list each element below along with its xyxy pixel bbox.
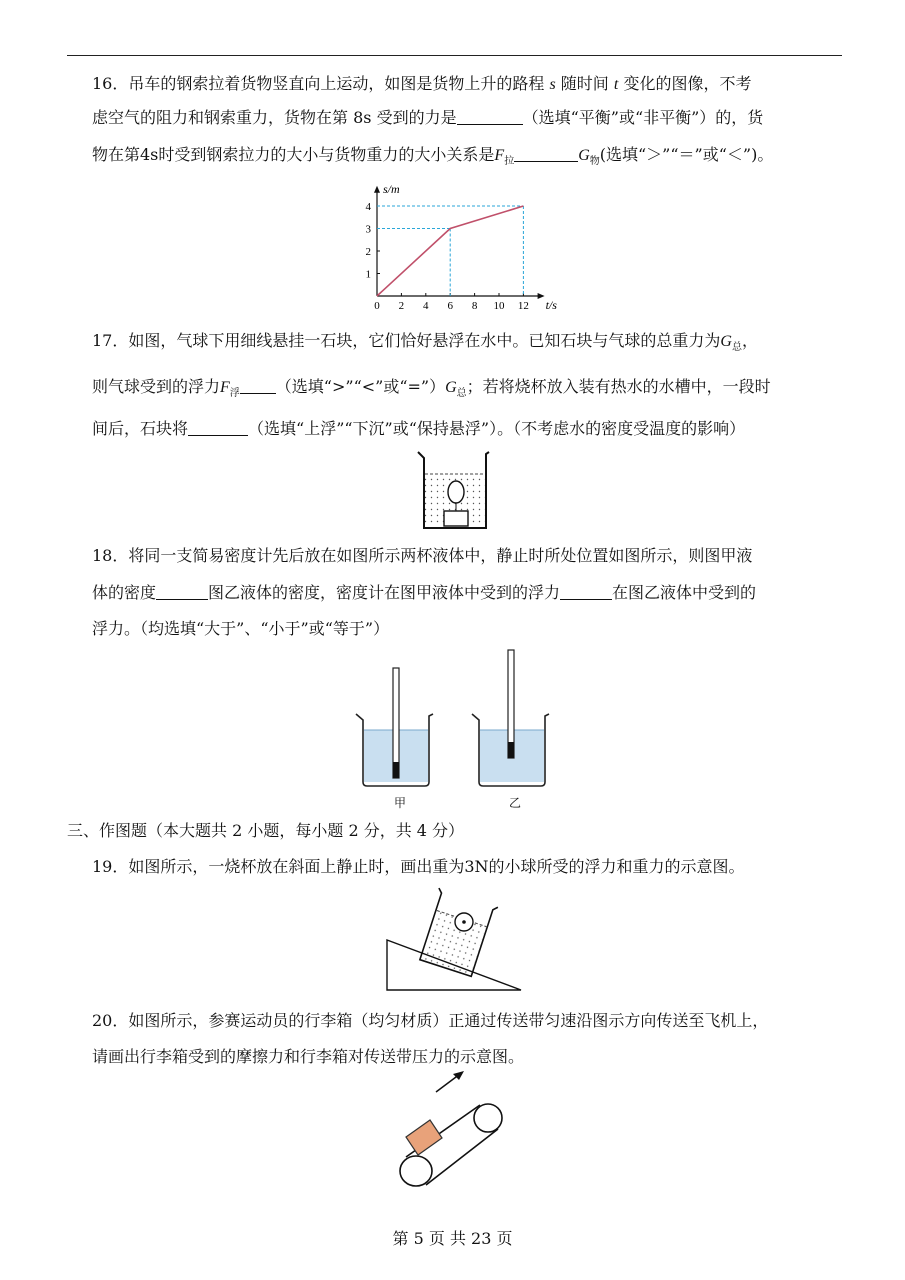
q16-line3: 物在第4s时受到钢索拉力的大小与货物重力的大小关系是$F_拉$ $G_物$(选填“＞”“＝”或“＜”)。 xyxy=(92,145,774,168)
q16-line1: 16．吊车的钢索拉着货物竖直向上运动，如图是货物上升的路程 s 随时间 t 变化的图像，不考 xyxy=(92,74,752,93)
y-tick-label: 1 xyxy=(365,268,371,281)
lower-roller xyxy=(400,1156,432,1186)
y-tick-label: 4 xyxy=(365,201,371,213)
label-jia: 甲 xyxy=(394,796,407,810)
q18-line1: 18．将同一支简易密度计先后放在如图所示两杯液体中，静止时所处位置如图所示，则图甲液 xyxy=(92,546,753,565)
ball-center xyxy=(462,920,466,924)
chart-guides xyxy=(377,206,523,296)
q17-blank-2[interactable] xyxy=(188,419,248,436)
header-rule xyxy=(67,55,842,56)
q17-blank-1[interactable] xyxy=(240,377,276,394)
stone-block xyxy=(444,511,468,526)
q19-incline-figure xyxy=(385,888,525,994)
q18-line2: 体的密度 图乙液体的密度，密度计在图甲液体中受到的浮力 在图乙液体中受到的 xyxy=(92,583,757,602)
q16-line2: 虑空气的阻力和钢索重力，货物在第 8s 受到的力是 （选填“平衡”或“非平衡”）的，货 xyxy=(92,108,764,127)
q18-line3: 浮力。（均选填“大于”、“小于”或“等于”） xyxy=(92,619,390,638)
q18-blank-1[interactable] xyxy=(156,583,208,600)
x-tick-label: 0 xyxy=(374,300,380,312)
hydrometer-a xyxy=(393,668,399,778)
x-tick-label: 2 xyxy=(398,300,405,312)
x-tick-label: 10 xyxy=(493,300,505,312)
q17-beaker-figure xyxy=(412,448,494,532)
q17-line3: 间后，石块将 （选填“上浮”“下沉”或“保持悬浮”）。（不考虑水的密度受温度的影响） xyxy=(92,419,746,438)
q18-hydrometer-figure xyxy=(352,648,552,788)
luggage-box xyxy=(406,1120,442,1155)
q18-blank-2[interactable] xyxy=(560,583,612,600)
x-axis-arrow xyxy=(538,293,545,299)
q17-line2: 则气球受到的浮力$F_浮$ （选填“>”“<”或“$=”)G_总$；若将烧杯放入装有热水的水槽中，一段时 xyxy=(92,377,771,400)
q16-blank-1[interactable] xyxy=(457,108,523,125)
x-tick-label: 4 xyxy=(423,300,429,312)
q16-blank-2[interactable] xyxy=(514,145,578,162)
y-axis-arrow xyxy=(374,186,380,193)
hydrometer-b xyxy=(508,650,514,758)
hydrometer-a-weight xyxy=(393,762,399,778)
q20-line1: 20．如图所示，参赛运动员的行李箱（均匀材质）正通过传送带匀速沿图示方向传送至飞机上， xyxy=(92,1011,769,1030)
q20-conveyor-figure xyxy=(392,1066,512,1191)
section-title: 三、作图题（本大题共 2 小题，每小题 2 分，共 4 分） xyxy=(67,821,465,840)
q20-line2: 请画出行李箱受到的摩擦力和行李箱对传送带压力的示意图。 xyxy=(92,1047,525,1066)
x-axis-label: t/s xyxy=(545,298,557,312)
label-yi: 乙 xyxy=(509,796,522,810)
balloon xyxy=(448,481,464,503)
x-tick-label: 8 xyxy=(471,300,478,312)
page-footer: 第 5 页 共 23 页 xyxy=(392,1229,513,1248)
y-axis-label: s/m xyxy=(383,181,400,196)
chart-axes xyxy=(374,186,545,299)
y-tick-label: 3 xyxy=(365,223,371,236)
q19-line1: 19．如图所示，一烧杯放在斜面上静止时，画出重为3N的小球所受的浮力和重力的示意图。 xyxy=(92,857,745,876)
hydrometer-b-weight xyxy=(508,742,514,758)
q16-s-t-chart xyxy=(355,168,557,318)
y-tick-label: 2 xyxy=(365,246,371,258)
x-tick-label: 12 xyxy=(517,300,529,312)
q17-line1: 17．如图，气球下用细线悬挂一石块，它们恰好悬浮在水中。已知石块与气球的总重力为$G_总$， xyxy=(92,331,758,354)
chart-tick-labels xyxy=(366,182,558,312)
x-tick-label: 6 xyxy=(447,300,453,312)
upper-roller xyxy=(474,1104,502,1132)
